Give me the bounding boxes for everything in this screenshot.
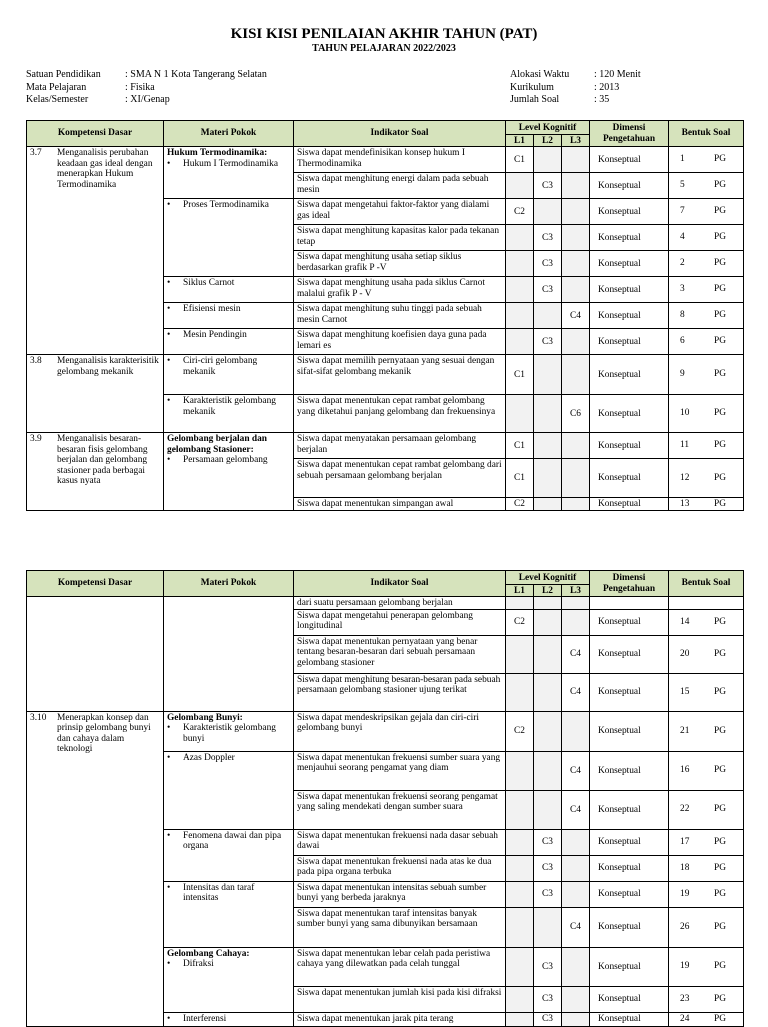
indikator-cell: Siswa dapat menentukan taraf intensitas banyak sumber bunyi yang sama dibunyikan bersamaan xyxy=(294,907,506,947)
kisi-table-page-1 xyxy=(26,120,744,511)
l1-cell: C1 xyxy=(506,433,534,459)
bentuk-cell: 18 PG xyxy=(669,855,744,881)
dimensi-cell: Konseptual xyxy=(590,225,669,251)
kd-cell: 3.8 Menganalisis karakterisitik gelombang mekanik xyxy=(27,355,164,433)
l3-cell: C4 xyxy=(562,673,590,711)
col-header-kd: Kompetensi Dasar xyxy=(27,571,164,597)
l2-cell xyxy=(534,635,562,673)
l2-cell xyxy=(534,751,562,790)
l3-cell: C4 xyxy=(562,751,590,790)
bentuk-cell: 8 PG xyxy=(669,303,744,329)
info-label: Kelas/Semester xyxy=(26,94,89,105)
col-header-indikator: Indikator Soal xyxy=(294,121,506,147)
col-header-bentuk: Bentuk Soal xyxy=(669,571,744,597)
indikator-cell: Siswa dapat menentukan jumlah kisi pada kisi difraksi xyxy=(294,986,506,1012)
indikator-cell: Siswa dapat menghitung koefisien daya guna pada lemari es xyxy=(294,329,506,355)
indikator-cell: Siswa dapat menghitung usaha setiap siklus berdasarkan grafik P -V xyxy=(294,251,506,277)
indikator-cell: Siswa dapat menghitung usaha pada siklus Carnot malalui grafik P - V xyxy=(294,277,506,303)
col-header-dimensi: Dimensi Pengetahuan xyxy=(590,121,669,147)
dimensi-cell: Konseptual xyxy=(590,711,669,751)
l3-cell xyxy=(562,881,590,907)
l1-cell xyxy=(506,907,534,947)
col-header-materi: Materi Pokok xyxy=(164,571,294,597)
info-value: : XI/Genap xyxy=(125,94,170,105)
dimensi-cell: Konseptual xyxy=(590,855,669,881)
indikator-cell: Siswa dapat menentukan cepat rambat gelombang yang diketahui panjang gelombang dan frekuensinya xyxy=(294,395,506,433)
dimensi-cell: Konseptual xyxy=(590,790,669,829)
dimensi-cell: Konseptual xyxy=(590,303,669,329)
l3-cell xyxy=(562,251,590,277)
l3-cell xyxy=(562,609,590,635)
dimensi-cell: Konseptual xyxy=(590,673,669,711)
dimensi-cell: Konseptual xyxy=(590,199,669,225)
l3-cell xyxy=(562,355,590,395)
l1-cell xyxy=(506,173,534,199)
l3-cell xyxy=(562,277,590,303)
l2-cell: C3 xyxy=(534,829,562,855)
l3-cell: C6 xyxy=(562,395,590,433)
dimensi-cell: Konseptual xyxy=(590,829,669,855)
bentuk-cell: 9 PG xyxy=(669,355,744,395)
l1-cell: C2 xyxy=(506,609,534,635)
info-value: : SMA N 1 Kota Tangerang Selatan xyxy=(125,69,267,80)
col-header-l3: L3 xyxy=(562,585,590,597)
indikator-cell: Siswa dapat menyatakan persamaan gelombang berjalan xyxy=(294,433,506,459)
materi-cell: • Efisiensi mesin xyxy=(164,303,294,329)
l2-cell xyxy=(534,907,562,947)
l1-cell xyxy=(506,855,534,881)
bentuk-cell: 3 PG xyxy=(669,277,744,303)
materi-cell: Gelombang berjalan dan gelombang Stasioner: • Persamaan gelombang xyxy=(164,433,294,511)
dimensi-cell: Konseptual xyxy=(590,947,669,986)
materi-cell: • Siklus Carnot xyxy=(164,277,294,303)
dimensi-cell: Konseptual xyxy=(590,907,669,947)
l1-cell xyxy=(506,947,534,986)
bentuk-cell: 5 PG xyxy=(669,173,744,199)
dimensi-cell: Konseptual xyxy=(590,173,669,199)
l1-cell: C2 xyxy=(506,711,534,751)
info-value: : 120 Menit xyxy=(594,69,641,80)
bentuk-cell: 13 PG xyxy=(669,498,744,511)
l3-cell xyxy=(562,433,590,459)
l1-cell xyxy=(506,277,534,303)
materi-cell: • Interferensi xyxy=(164,1012,294,1026)
l3-cell xyxy=(562,829,590,855)
indikator-cell: Siswa dapat menghitung energi dalam pada sebuah mesin xyxy=(294,173,506,199)
l2-cell: C3 xyxy=(534,277,562,303)
dimensi-cell: Konseptual xyxy=(590,498,669,511)
l2-cell: C3 xyxy=(534,855,562,881)
indikator-cell: Siswa dapat menentukan frekuensi seorang pengamat yang saling mendekati dengan sumber suara xyxy=(294,790,506,829)
l3-cell xyxy=(562,498,590,511)
bentuk-cell: 1 PG xyxy=(669,147,744,173)
l1-cell xyxy=(506,829,534,855)
bentuk-cell: 26 PG xyxy=(669,907,744,947)
col-header-l3: L3 xyxy=(562,135,590,147)
col-header-level: Level Kognitif xyxy=(506,121,590,135)
bentuk-cell: 22 PG xyxy=(669,790,744,829)
indikator-cell: Siswa dapat mendefinisikan konsep hukum I Thermodinamika xyxy=(294,147,506,173)
col-header-kd: Kompetensi Dasar xyxy=(27,121,164,147)
col-header-l2: L2 xyxy=(534,135,562,147)
bentuk-cell: 14 PG xyxy=(669,609,744,635)
materi-cell: • Ciri-ciri gelombang mekanik xyxy=(164,355,294,395)
col-header-l1: L1 xyxy=(506,135,534,147)
l3-cell: C4 xyxy=(562,635,590,673)
l3-cell xyxy=(562,711,590,751)
l2-cell xyxy=(534,711,562,751)
bentuk-cell: 19 PG xyxy=(669,947,744,986)
l1-cell: C1 xyxy=(506,459,534,498)
indikator-cell: Siswa dapat menentukan lebar celah pada peristiwa cahaya yang dilewatkan pada celah tunggal xyxy=(294,947,506,986)
indikator-cell: Siswa dapat menghitung besaran-besaran pada sebuah persamaan gelombang stasioner ujung terikat xyxy=(294,673,506,711)
info-value: : Fisika xyxy=(125,81,155,93)
bentuk-cell: 12 PG xyxy=(669,459,744,498)
dimensi-cell: Konseptual xyxy=(590,635,669,673)
col-header-l2: L2 xyxy=(534,585,562,597)
dimensi-cell: Konseptual xyxy=(590,609,669,635)
bentuk-cell: 11 PG xyxy=(669,433,744,459)
materi-cell xyxy=(164,597,294,712)
dimensi-cell: Konseptual xyxy=(590,329,669,355)
l2-cell xyxy=(534,498,562,511)
info-label: Jumlah Soal xyxy=(510,94,560,105)
l1-cell xyxy=(506,251,534,277)
indikator-cell: dari suatu persamaan gelombang berjalan xyxy=(294,597,506,610)
col-header-materi: Materi Pokok xyxy=(164,121,294,147)
l3-cell xyxy=(562,147,590,173)
dimensi-cell: Konseptual xyxy=(590,1012,669,1026)
dimensi-cell: Konseptual xyxy=(590,147,669,173)
l2-cell xyxy=(534,433,562,459)
kd-cell: 3.7 Menganalisis perubahan keadaan gas ideal dengan menerapkan Hukum Termodinamika xyxy=(27,147,164,355)
indikator-cell: Siswa dapat menentukan intensitas sebuah sumber bunyi yang berbeda jaraknya xyxy=(294,881,506,907)
bentuk-cell: 20 PG xyxy=(669,635,744,673)
l3-cell xyxy=(562,597,590,610)
col-header-indikator: Indikator Soal xyxy=(294,571,506,597)
info-label: Mata Pelajaran xyxy=(26,81,87,93)
info-value: : 2013 xyxy=(594,81,620,93)
l3-cell: C4 xyxy=(562,907,590,947)
indikator-cell: Siswa dapat menghitung kapasitas kalor pada tekanan tetap xyxy=(294,225,506,251)
bentuk-cell: 21 PG xyxy=(669,711,744,751)
indikator-cell: Siswa dapat menentukan pernyataan yang benar tentang besaran-besaran dari sebuah persamaan gelombang stasioner xyxy=(294,635,506,673)
bentuk-cell xyxy=(669,597,744,610)
l1-cell xyxy=(506,635,534,673)
l3-cell xyxy=(562,947,590,986)
dimensi-cell: Konseptual xyxy=(590,433,669,459)
l2-cell: C3 xyxy=(534,173,562,199)
bentuk-cell: 24 PG xyxy=(669,1012,744,1026)
dimensi-cell: Konseptual xyxy=(590,751,669,790)
indikator-cell: Siswa dapat menghitung suhu tinggi pada sebuah mesin Carnot xyxy=(294,303,506,329)
col-header-l1: L1 xyxy=(506,585,534,597)
materi-cell: • Intensitas dan taraf intensitas xyxy=(164,881,294,947)
document-subtitle: TAHUN PELAJARAN 2022/2023 xyxy=(312,43,456,54)
l2-cell: C3 xyxy=(534,947,562,986)
materi-cell: • Azas Doppler xyxy=(164,751,294,829)
materi-cell: Hukum Termodinamika: • Hukum I Termodinamika xyxy=(164,147,294,199)
indikator-cell: Siswa dapat menentukan cepat rambat gelombang dari sebuah persamaan gelombang berjalan xyxy=(294,459,506,498)
l1-cell xyxy=(506,329,534,355)
materi-cell: • Karakteristik gelombang mekanik xyxy=(164,395,294,433)
kd-cell: 3.10 Menerapkan konsep dan prinsip gelombang bunyi dan cahaya dalam teknologi xyxy=(27,711,164,1026)
l2-cell xyxy=(534,673,562,711)
materi-cell: • Mesin Pendingin xyxy=(164,329,294,355)
l3-cell xyxy=(562,199,590,225)
bentuk-cell: 17 PG xyxy=(669,829,744,855)
l1-cell xyxy=(506,225,534,251)
bentuk-cell: 6 PG xyxy=(669,329,744,355)
bentuk-cell: 7 PG xyxy=(669,199,744,225)
materi-cell: • Proses Termodinamika xyxy=(164,199,294,277)
l3-cell xyxy=(562,329,590,355)
kisi-table-page-2 xyxy=(26,570,744,1027)
l2-cell xyxy=(534,459,562,498)
dimensi-cell: Konseptual xyxy=(590,395,669,433)
bentuk-cell: 2 PG xyxy=(669,251,744,277)
materi-cell: Gelombang Cahaya: • Difraksi xyxy=(164,947,294,1012)
l2-cell: C3 xyxy=(534,225,562,251)
l2-cell: C3 xyxy=(534,329,562,355)
l1-cell xyxy=(506,751,534,790)
l3-cell xyxy=(562,225,590,251)
l3-cell: C4 xyxy=(562,790,590,829)
l3-cell xyxy=(562,986,590,1012)
bentuk-cell: 19 PG xyxy=(669,881,744,907)
l2-cell: C3 xyxy=(534,986,562,1012)
info-right xyxy=(510,69,641,107)
info-label: Satuan Pendidikan xyxy=(26,69,101,80)
bentuk-cell: 23 PG xyxy=(669,986,744,1012)
kd-cell xyxy=(27,597,164,712)
bentuk-cell: 15 PG xyxy=(669,673,744,711)
l1-cell xyxy=(506,303,534,329)
l2-cell: C3 xyxy=(534,881,562,907)
dimensi-cell: Konseptual xyxy=(590,986,669,1012)
document-title: KISI KISI PENILAIAN AKHIR TAHUN (PAT) xyxy=(230,26,538,42)
dimensi-cell: Konseptual xyxy=(590,251,669,277)
l1-cell: C1 xyxy=(506,355,534,395)
dimensi-cell: Konseptual xyxy=(590,459,669,498)
indikator-cell: Siswa dapat menentukan frekuensi sumber suara yang menjauhui seorang pengamat yang diam xyxy=(294,751,506,790)
bentuk-cell: 16 PG xyxy=(669,751,744,790)
dimensi-cell: Konseptual xyxy=(590,355,669,395)
l1-cell: C2 xyxy=(506,199,534,225)
indikator-cell: Siswa dapat mendeskripsikan gejala dan ciri-ciri gelombang bunyi xyxy=(294,711,506,751)
info-value: : 35 xyxy=(594,94,610,105)
kd-cell: 3.9 Menganalisis besaran-besaran fisis gelombang berjalan dan gelombang stasioner pada berbagai kasus nyata xyxy=(27,433,164,511)
l1-cell xyxy=(506,395,534,433)
indikator-cell: Siswa dapat menentukan simpangan awal xyxy=(294,498,506,511)
info-left xyxy=(26,69,267,107)
l2-cell xyxy=(534,147,562,173)
indikator-cell: Siswa dapat menentukan jarak pita terang xyxy=(294,1012,506,1026)
l1-cell: C2 xyxy=(506,498,534,511)
materi-cell: Gelombang Bunyi: • Karakteristik gelombang bunyi xyxy=(164,711,294,751)
info-label: Kurikulum xyxy=(510,81,554,93)
l1-cell xyxy=(506,881,534,907)
l1-cell xyxy=(506,597,534,610)
col-header-bentuk: Bentuk Soal xyxy=(669,121,744,147)
l1-cell: C1 xyxy=(506,147,534,173)
l3-cell xyxy=(562,459,590,498)
dimensi-cell xyxy=(590,597,669,610)
indikator-cell: Siswa dapat mengetahui faktor-faktor yang dialami gas ideal xyxy=(294,199,506,225)
l2-cell xyxy=(534,597,562,610)
l2-cell xyxy=(534,199,562,225)
bentuk-cell: 4 PG xyxy=(669,225,744,251)
l1-cell xyxy=(506,986,534,1012)
l2-cell xyxy=(534,303,562,329)
bentuk-cell: 10 PG xyxy=(669,395,744,433)
dimensi-cell: Konseptual xyxy=(590,277,669,303)
l2-cell: C3 xyxy=(534,1012,562,1026)
l2-cell xyxy=(534,395,562,433)
l3-cell xyxy=(562,855,590,881)
l1-cell xyxy=(506,790,534,829)
col-header-level: Level Kognitif xyxy=(506,571,590,585)
indikator-cell: Siswa dapat mengetahui penerapan gelombang longitudinal xyxy=(294,609,506,635)
l2-cell xyxy=(534,355,562,395)
indikator-cell: Siswa dapat menentukan frekuensi nada atas ke dua pada pipa organa terbuka xyxy=(294,855,506,881)
indikator-cell: Siswa dapat menentukan frekuensi nada dasar sebuah dawai xyxy=(294,829,506,855)
l2-cell xyxy=(534,790,562,829)
materi-cell: • Fenomena dawai dan pipa organa xyxy=(164,829,294,881)
l1-cell xyxy=(506,673,534,711)
l2-cell: C3 xyxy=(534,251,562,277)
info-label: Alokasi Waktu xyxy=(510,69,570,80)
l2-cell xyxy=(534,609,562,635)
dimensi-cell: Konseptual xyxy=(590,881,669,907)
indikator-cell: Siswa dapat memilih pernyataan yang sesuai dengan sifat-sifat gelombang mekanik xyxy=(294,355,506,395)
l3-cell xyxy=(562,173,590,199)
l3-cell: C4 xyxy=(562,303,590,329)
col-header-dimensi: Dimensi Pengetahuan xyxy=(590,571,669,597)
